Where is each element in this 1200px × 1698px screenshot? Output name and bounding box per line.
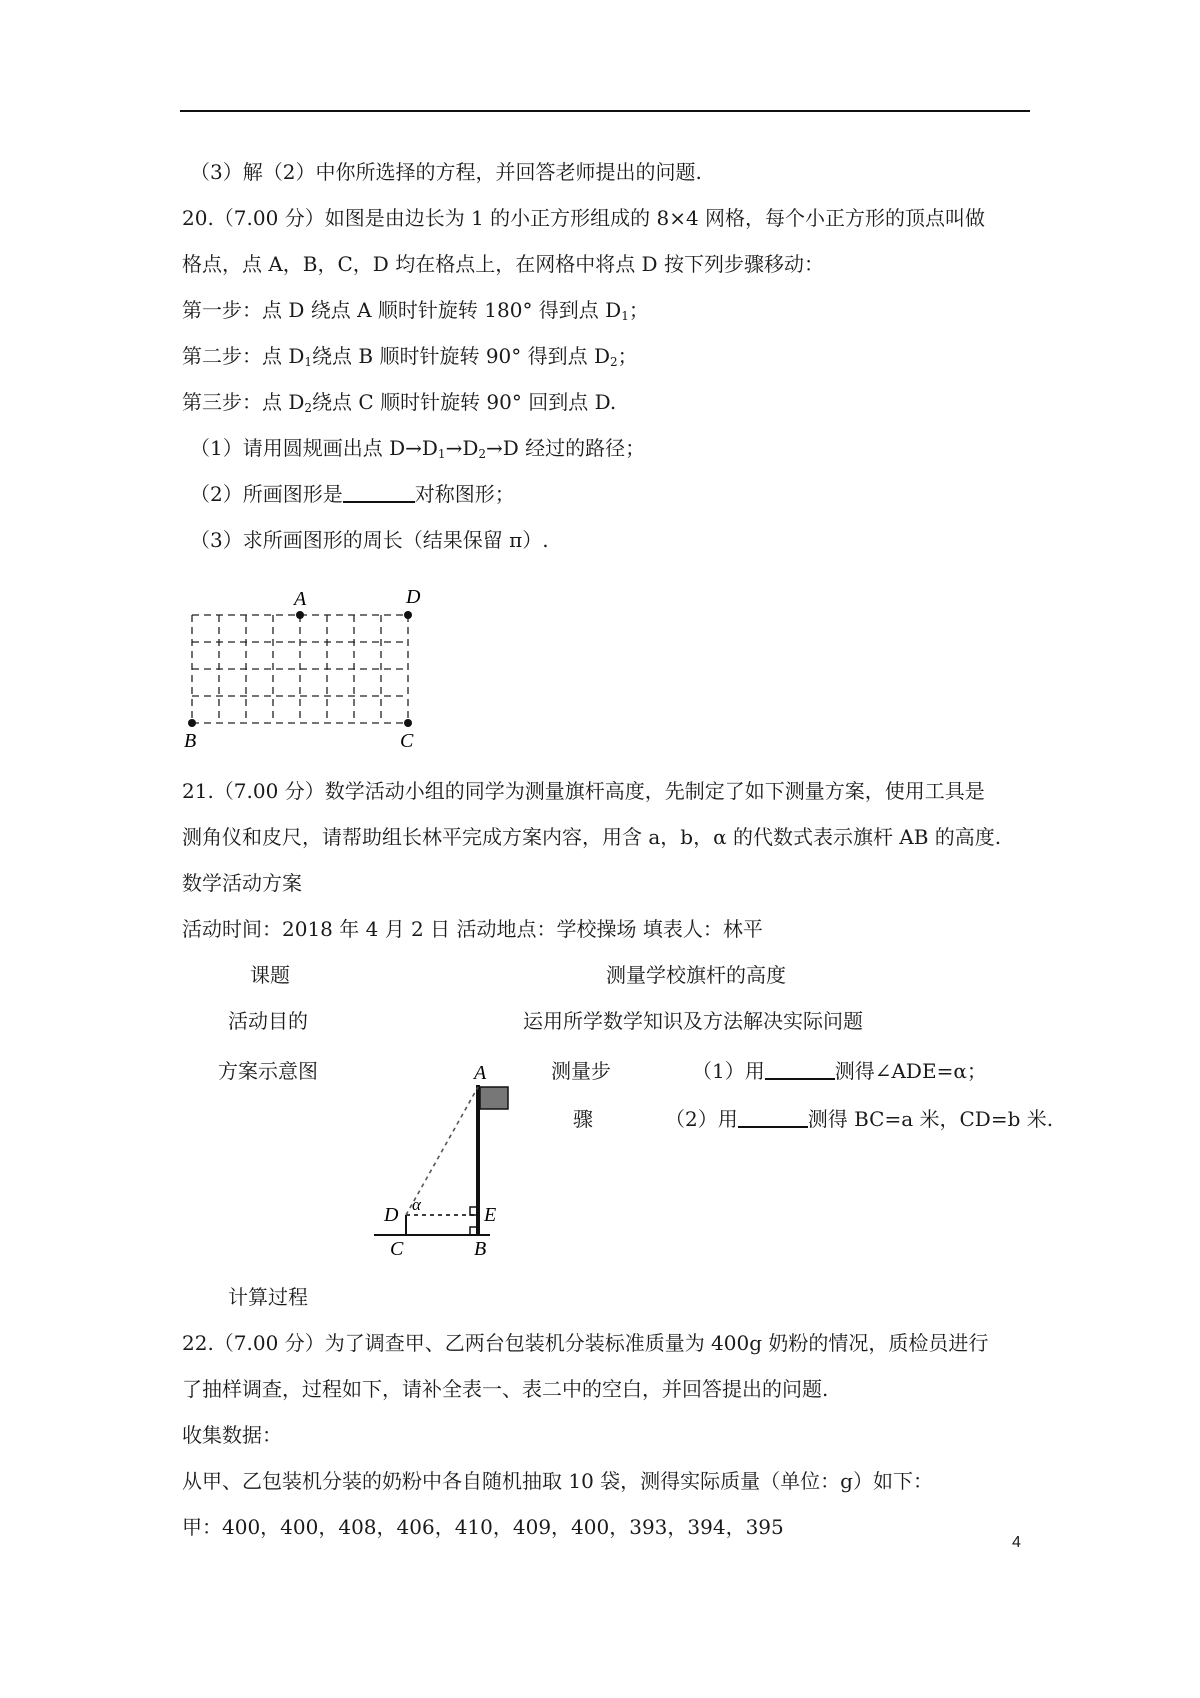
measure-step-1: [692, 1057, 987, 1085]
q20-part1-sub2: 2: [478, 447, 486, 461]
row-diagram-label: 方案示意图: [218, 1059, 318, 1083]
q21-line2: 测角仪和皮尺，请帮助组长林平完成方案内容，用含 a，b，α 的代数式表示旗杆 AB 的高度.: [182, 825, 1002, 849]
q20-part1-c: →D 经过的路径；: [486, 436, 646, 460]
q20-step1-text: 第一步：点 D 绕点 A 顺时针旋转 180° 得到点 D: [182, 298, 622, 322]
row-goal-value: 运用所学数学知识及方法解决实际问题: [523, 1009, 863, 1033]
q20-part3: （3）求所画图形的周长（结果保留 π）.: [190, 528, 549, 552]
flagpole-figure: [370, 1055, 540, 1260]
plan-title: 数学活动方案: [182, 871, 302, 895]
fig-label-e: E: [484, 1204, 497, 1226]
step2-a: （2）用: [665, 1107, 738, 1131]
q20-step2-sub2: 2: [610, 355, 618, 369]
q21-line1: 21.（7.00 分）数学活动小组的同学为测量旗杆高度，先制定了如下测量方案，使用工具是: [182, 779, 985, 803]
q20-step3: [182, 388, 616, 422]
q22-line3: 从甲、乙包装机分装的奶粉中各自随机抽取 10 袋，测得实际质量（单位：g）如下：: [182, 1469, 933, 1493]
label-c: C: [400, 730, 414, 752]
measure-step-2: [665, 1105, 1053, 1133]
q22-collect: 收集数据：: [182, 1423, 282, 1447]
fig-label-b: B: [474, 1238, 487, 1260]
point-d: [404, 611, 412, 619]
q20-line1: 20.（7.00 分）如图是由边长为 1 的小正方形组成的 8×4 网格，每个小正方形的顶点叫做: [182, 206, 986, 230]
q22-line1: 22.（7.00 分）为了调查甲、乙两台包装机分装标准质量为 400g 奶粉的情况，质检员进行: [182, 1331, 989, 1355]
q20-part1-sub1: 1: [437, 447, 446, 461]
q20-step2-b: 绕点 B 顺时针旋转 90° 得到点 D: [312, 344, 611, 368]
fig-label-c: C: [390, 1238, 404, 1260]
q20-step3-b: 绕点 C 顺时针旋转 90° 回到点 D.: [312, 390, 617, 414]
step1-b: 测得∠ADE=α；: [834, 1059, 987, 1083]
q20-step3-sub: 2: [304, 401, 313, 415]
answer-blank[interactable]: [343, 481, 415, 503]
row-goal-label: 活动目的: [228, 1009, 308, 1033]
q20-part2: [190, 480, 515, 508]
q20-part1: [190, 434, 645, 468]
q20-step3-a: 第三步：点 D: [182, 390, 305, 414]
q20-step2-sub1: 1: [304, 355, 313, 369]
calc-label: 计算过程: [228, 1285, 308, 1309]
page-number: 4: [1012, 1534, 1021, 1551]
fig-label-a: A: [474, 1062, 487, 1084]
q20-part1-b: →D: [445, 436, 479, 460]
tool-blank-1[interactable]: [765, 1058, 835, 1080]
q20-step2-end: ；: [617, 344, 638, 368]
q20-part1-a: （1）请用圆规画出点 D→D: [190, 436, 438, 460]
row-topic-label: 课题: [250, 963, 290, 987]
fig-label-alpha: α: [412, 1195, 421, 1214]
row-topic-value: 测量学校旗杆的高度: [606, 963, 786, 987]
q20-grid-figure: [180, 585, 430, 755]
label-b: B: [184, 730, 197, 752]
fig-label-d: D: [384, 1204, 399, 1226]
q20-part2-a: （2）所画图形是: [190, 482, 343, 506]
q19-part3: （3）解（2）中你所选择的方程，并回答老师提出的问题.: [190, 160, 702, 184]
steps-label-1: 测量步: [551, 1059, 611, 1083]
label-d: D: [406, 586, 421, 608]
step2-b: 测得 BC=a 米，CD=b 米.: [807, 1107, 1054, 1131]
label-a: A: [294, 588, 307, 610]
q22-line2: 了抽样调查，过程如下，请补全表一、表二中的空白，并回答提出的问题.: [182, 1377, 829, 1401]
point-a: [296, 611, 304, 619]
tool-blank-2[interactable]: [738, 1106, 808, 1128]
step1-a: （1）用: [692, 1059, 765, 1083]
q20-step1-end: ；: [628, 298, 649, 322]
q20-step2-a: 第二步：点 D: [182, 344, 305, 368]
point-b: [188, 719, 196, 727]
q20-line2: 格点，点 A，B，C，D 均在格点上，在网格中将点 D 按下列步骤移动：: [182, 252, 824, 276]
q22-jia-data: 甲：400，400，408，406，410，409，400，393，394，395: [182, 1515, 784, 1539]
header-rule: [180, 110, 1030, 112]
q20-step2: [182, 342, 638, 376]
q20-part2-b: 对称图形；: [414, 482, 515, 506]
q20-step1-sub: 1: [621, 309, 629, 323]
steps-label-2: 骤: [573, 1107, 593, 1131]
point-c: [404, 719, 412, 727]
q20-step1: [182, 296, 649, 330]
plan-info: 活动时间：2018 年 4 月 2 日 活动地点：学校操场 填表人：林平: [182, 917, 763, 941]
